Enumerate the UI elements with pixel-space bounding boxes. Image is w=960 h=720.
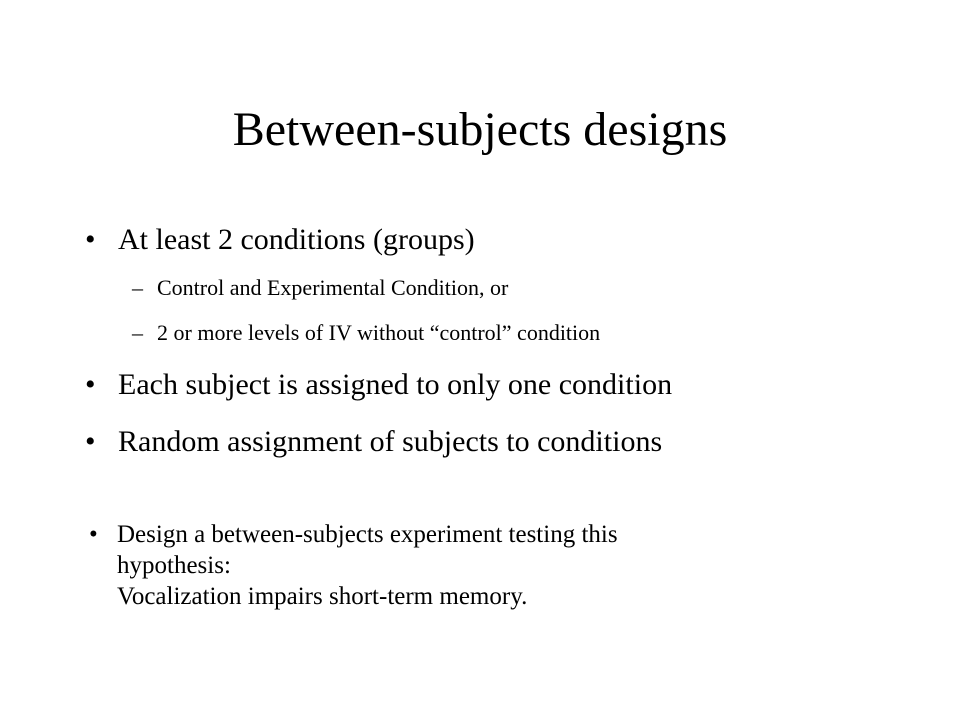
exercise-line-3: Vocalization impairs short-term memory.: [117, 583, 528, 610]
bullet-text: Random assignment of subjects to conditions: [118, 425, 663, 458]
exercise-line-1: Design a between-subjects experiment testing this: [117, 521, 618, 548]
bullet-text: Each subject is assigned to only one condition: [118, 368, 673, 401]
exercise-line-2: hypothesis:: [117, 552, 231, 579]
bullet-marker: •: [85, 368, 96, 401]
bullet-at-least-2-conditions: [85, 222, 475, 258]
sub-bullet-text: 2 or more levels of IV without “control” condition: [157, 320, 601, 345]
bullet-random-assignment: [85, 424, 663, 460]
bullet-marker: •: [85, 425, 96, 458]
sub-bullet-text: Control and Experimental Condition, or: [157, 275, 509, 300]
sub-bullet-control-experimental: [132, 274, 509, 302]
sub-bullet-levels-of-iv: [132, 319, 601, 347]
bullet-text: At least 2 conditions (groups): [118, 223, 475, 256]
dash-marker: –: [132, 320, 143, 345]
bullet-marker: •: [85, 223, 96, 256]
dash-marker: –: [132, 275, 143, 300]
bullet-each-subject-assigned: [85, 367, 673, 403]
bullet-design-exercise: [89, 519, 618, 612]
slide-title: Between-subjects designs: [232, 103, 728, 156]
bullet-marker: •: [89, 521, 98, 548]
